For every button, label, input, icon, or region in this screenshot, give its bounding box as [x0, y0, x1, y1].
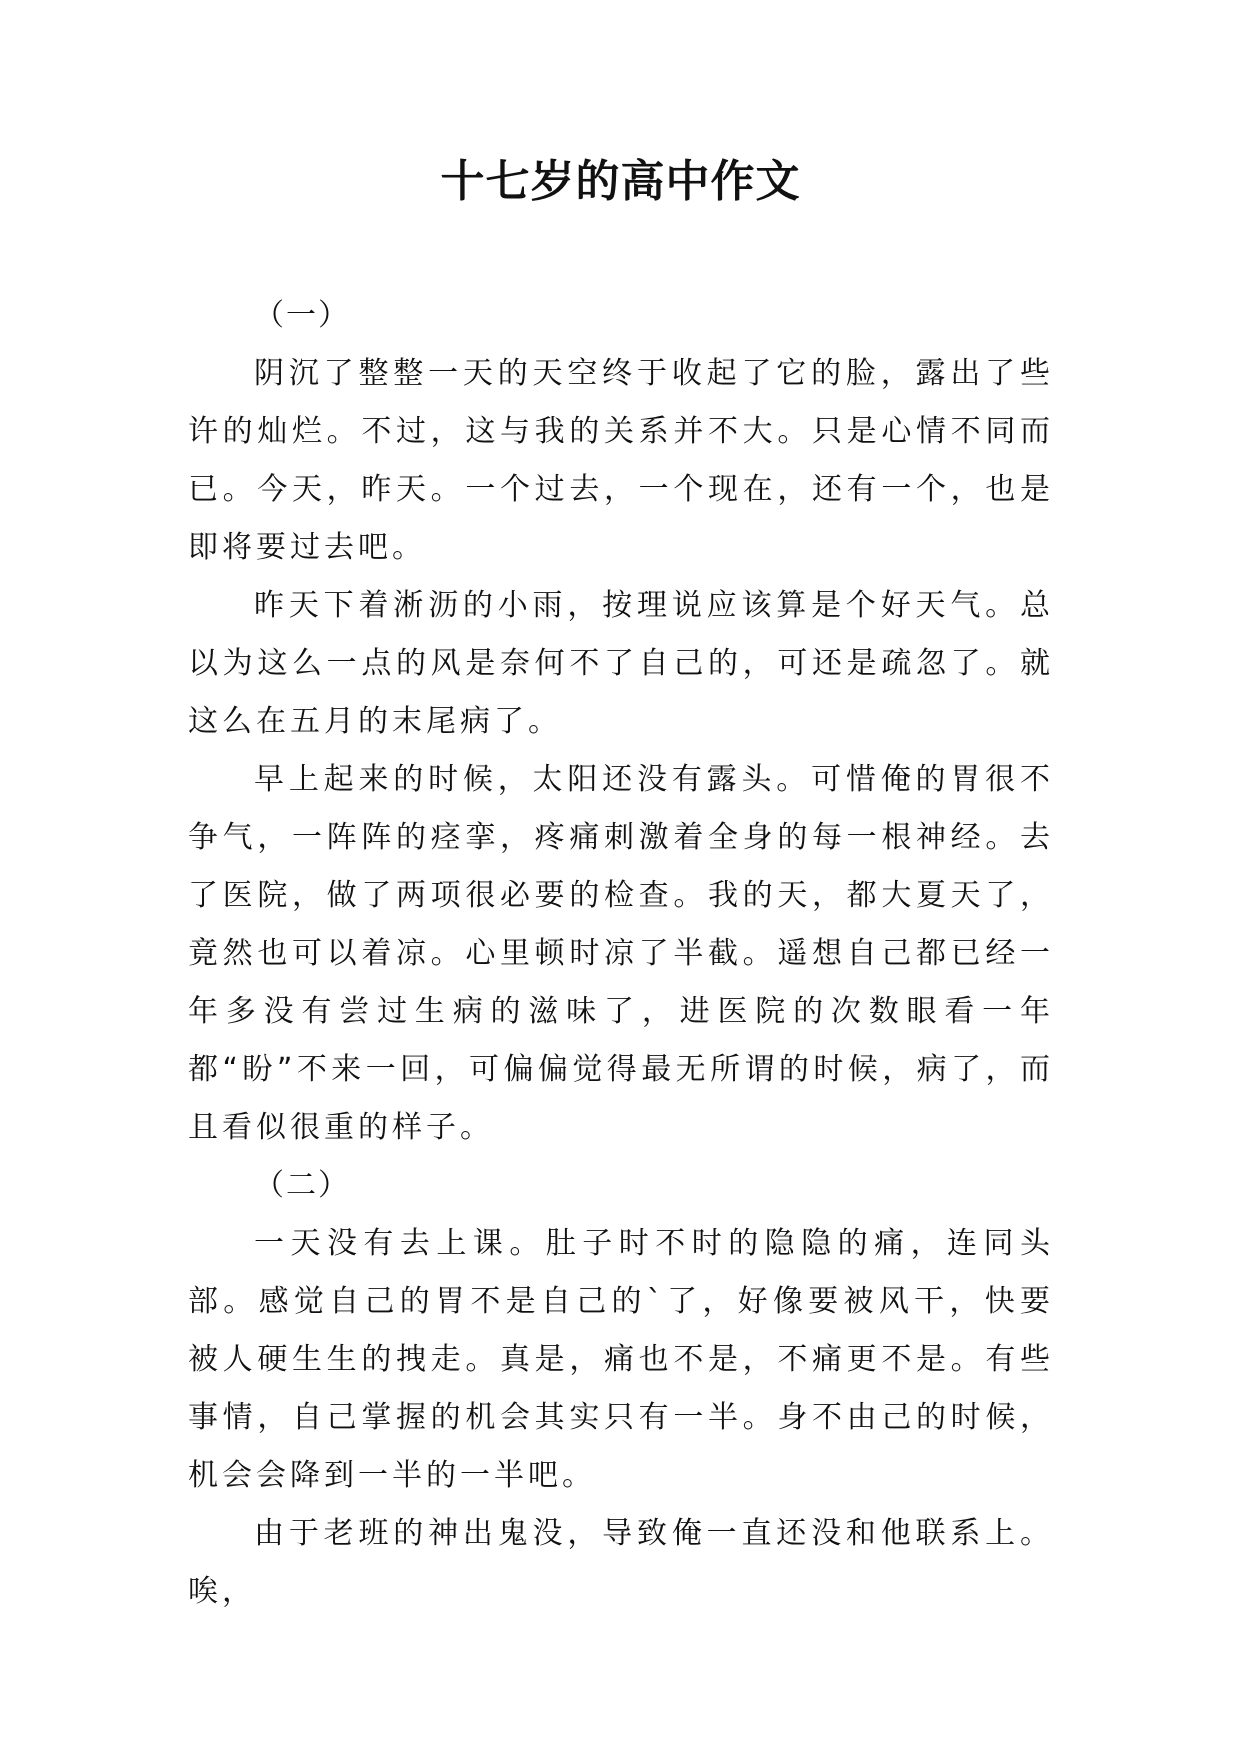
document-title: 十七岁的高中作文 — [440, 156, 801, 207]
document-body — [188, 287, 1054, 1621]
paragraph: 一天没有去上课。肚子时不时的隐隐的痛，连同头部。感觉自己的胃不是自己的`了，好像要被风干，快要被人硬生生的拽走。真是，痛也不是，不痛更不是。有些事情，自己掌握的机会其实只有一半。身不由己的时候，机会会降到一半的一半吧。 — [188, 1226, 1054, 1493]
paragraph: 阴沉了整整一天的天空终于收起了它的脸，露出了些许的灿烂。不过，这与我的关系并不大。只是心情不同而已。今天，昨天。一个过去，一个现在，还有一个，也是即将要过去吧。 — [188, 356, 1054, 565]
paragraph: 早上起来的时候，太阳还没有露头。可惜俺的胃很不争气，一阵阵的痉挛，疼痛刺激着全身的每一根神经。去了医院，做了两项很必要的检查。我的天，都大夏天了，竟然也可以着凉。心里顿时凉了半截。遥想自己都已经一年多没有尝过生病的滋味了，进医院的次数眼看一年都“盼”不来一回，可偏偏觉得最无所谓的时候，病了，而且看似很重的样子。 — [188, 762, 1054, 1145]
paragraph: 由于老班的神出鬼没，导致俺一直还没和他联系上。唉， — [188, 1516, 1054, 1609]
section-heading-2: （二） — [254, 1168, 350, 1203]
paragraph: 昨天下着淅沥的小雨，按理说应该算是个好天气。总以为这么一点的风是奈何不了自己的，可还是疏忽了。就这么在五月的末尾病了。 — [188, 588, 1054, 739]
section-heading-1: （一） — [254, 298, 350, 333]
